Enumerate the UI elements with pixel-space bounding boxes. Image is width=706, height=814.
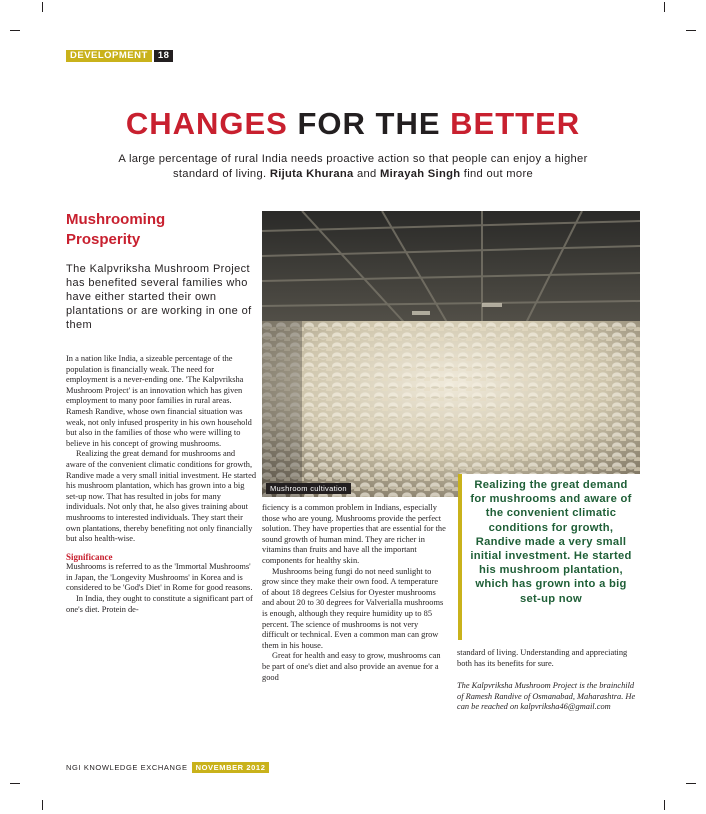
headline-part1: CHANGES bbox=[125, 106, 288, 141]
crop-mark bbox=[686, 30, 696, 31]
standfirst-joiner: and bbox=[357, 168, 377, 180]
sidebar-intro: The Kalpvriksha Mushroom Project has benefited several families who have either started their own plantations or are working in one of them bbox=[66, 263, 252, 331]
page-number: 18 bbox=[154, 50, 174, 62]
crop-mark bbox=[686, 783, 696, 784]
column1-paragraph: Realizing the great demand for mushrooms and aware of the convenient climatic conditions for growth, Randive made a very small initial investment. He started his mushroom plantation, which has grown into a big set-up now. That has resulted in jobs for many individuals. Not only that, he also gives training about mushrooms to interested individuals. They start their own plantations, thereby benefiting not only financially but also health-wise. bbox=[66, 449, 257, 544]
crop-mark bbox=[42, 800, 43, 810]
column2-paragraph: Great for health and easy to grow, mushrooms can be part of one's diet and also provide an avenue for a good bbox=[262, 651, 441, 682]
article-column-2 bbox=[262, 503, 446, 683]
article-column-3 bbox=[457, 648, 641, 713]
column1-paragraph: In India, they ought to constitute a significant part of one's diet. Protein de- bbox=[66, 594, 253, 614]
pull-quote: Realizing the great demand for mushrooms and aware of the convenient climatic conditions for growth, Randive made a very small initial investment. He started his mushroom plantation, which has grown into a big set-up now bbox=[458, 474, 640, 640]
column3-paragraph: standard of living. Understanding and appreciating both has its benefits for sure. bbox=[457, 648, 628, 668]
crop-mark bbox=[664, 800, 665, 810]
author-bio: The Kalpvriksha Mushroom Project is the brainchild of Ramesh Randive of Osmanabad, Maharashtra. He can be reached on kalpvriksha46@gmail.com bbox=[457, 681, 636, 712]
crop-mark bbox=[664, 2, 665, 12]
sidebar-title-line1: Mushrooming bbox=[66, 211, 166, 228]
headline bbox=[0, 106, 706, 142]
mushroom-photo bbox=[262, 211, 640, 497]
standfirst-tail: find out more bbox=[463, 168, 533, 180]
section-label: DEVELOPMENT bbox=[66, 50, 152, 62]
crop-mark bbox=[10, 30, 20, 31]
page-footer bbox=[66, 762, 269, 773]
column1-paragraph: In a nation like India, a sizeable percentage of the population is financially weak. The need for employment is a never-ending one. 'The Kalpvriksha Mushroom Project' is an innovation which has given employment to many poor families in rural areas. Ramesh Randive, whose own financial situation was weak, not only infused prosperity in his own household but also in the families of those who were willing to believe in his concept of growing mushrooms. bbox=[66, 354, 252, 448]
sidebar-title bbox=[66, 210, 256, 250]
standfirst bbox=[110, 152, 596, 182]
mushroom-photo-image bbox=[262, 211, 640, 497]
author-2: Mirayah Singh bbox=[380, 168, 461, 180]
subhead-significance: Significance bbox=[66, 551, 113, 562]
headline-part2: FOR THE bbox=[297, 106, 441, 141]
publication-name: NGI KNOWLEDGE EXCHANGE bbox=[66, 763, 188, 772]
standfirst-text: A large percentage of rural India needs proactive action so that people can enjoy a higher standard of living. bbox=[118, 153, 588, 180]
article-column-1 bbox=[66, 354, 256, 615]
column1-paragraph: Mushrooms is referred to as the 'Immortal Mushrooms' in Japan, the 'Longevity Mushrooms' in Korea and is considered to be 'God's Diet' in Rome for good reasons. bbox=[66, 562, 253, 593]
column2-paragraph: Mushrooms being fungi do not need sunlight to grow since they make their own food. A temperature of about 18 degrees Celsius for Oyester mushrooms and about 20 to 30 degrees for Valverialla mushrooms is enough, although they require humidity up to 85 percent. The science of mushrooms is not very difficult or technical. Even a common man can grow them in his house. bbox=[262, 566, 444, 650]
issue-date: NOVEMBER 2012 bbox=[192, 762, 270, 773]
photo-caption: Mushroom cultivation bbox=[266, 483, 351, 494]
sidebar-title-line2: Prosperity bbox=[66, 231, 141, 248]
crop-mark bbox=[42, 2, 43, 12]
headline-part3: BETTER bbox=[450, 106, 581, 141]
section-tag bbox=[66, 50, 173, 62]
column2-paragraph: ficiency is a common problem in Indians, especially those who are young. Mushrooms provide the perfect solution. They have properties that are essential for the sound growth of human mind. They are richer in vitamins than fruits and have all the important components for healthy skin. bbox=[262, 503, 446, 565]
author-1: Rijuta Khurana bbox=[269, 168, 354, 180]
crop-mark bbox=[10, 783, 20, 784]
